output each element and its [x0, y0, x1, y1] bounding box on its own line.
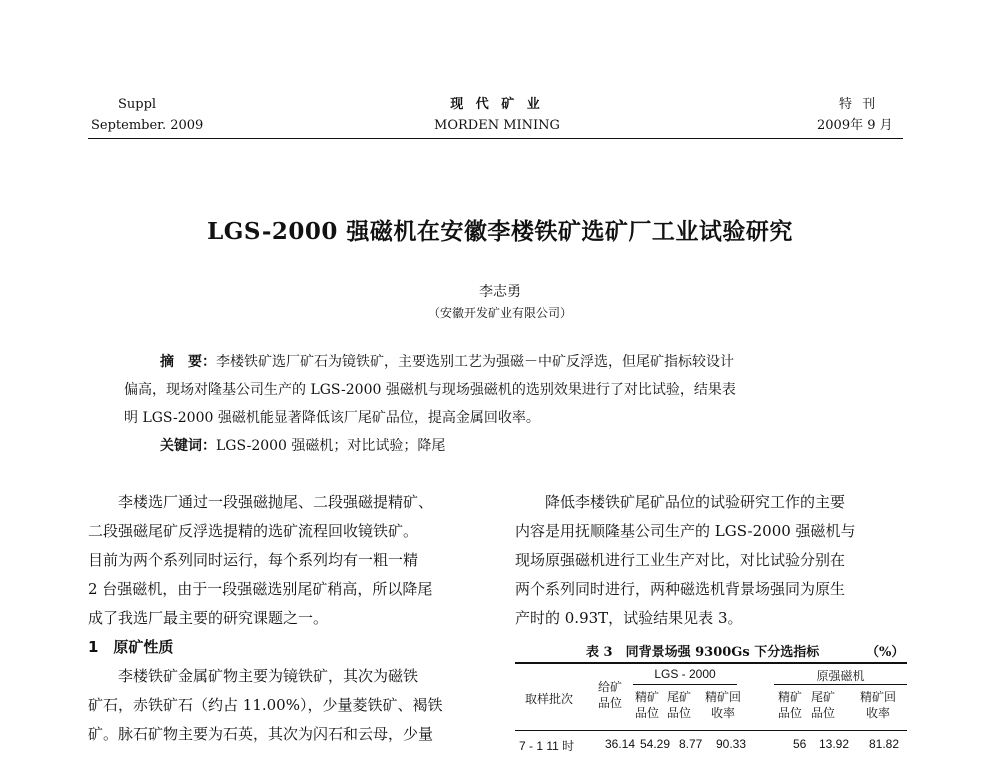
left-para1-line1: 李楼选厂通过一段强磁抛尾、二段强磁提精矿、 [118, 493, 434, 511]
header-special-issue: 特 刊 [839, 97, 879, 112]
left-para2-line3: 矿。脉石矿物主要为石英，其次为闪石和云母，少量 [88, 725, 434, 743]
header-date-cn: 2009年 9 月 [817, 118, 893, 133]
table3-header-rule [515, 730, 907, 731]
header-rule [88, 138, 903, 139]
table3-cell-rec1: 90.33 [716, 737, 747, 751]
table3-cell-tail2: 13.92 [819, 737, 850, 751]
keywords-text: LGS-2000 强磁机；对比试验；降尾 [216, 438, 446, 454]
table3-group-original: 原强磁机 [816, 669, 865, 683]
left-para1-line5: 成了我选厂最主要的研究课题之一。 [88, 609, 329, 627]
table3-cell-conc2: 56 [793, 737, 807, 751]
table3-cell-feed: 36.14 [605, 737, 636, 751]
section-heading-1: 1 原矿性质 [88, 638, 174, 656]
right-para-line1: 降低李楼铁矿尾矿品位的试验研究工作的主要 [545, 493, 846, 511]
right-para-line2: 内容是用抚顺隆基公司生产的 LGS-2000 强磁机与 [515, 522, 856, 540]
table3-sub-tail-1: 尾矿品位 [667, 690, 692, 720]
table3-caption: 表 3 同背景场强 9300Gs 下分选指标 [586, 645, 820, 660]
table3-sub-conc-2: 精矿品位 [778, 690, 803, 720]
table3-group1-rule [633, 684, 737, 685]
table3-col-feed: 给矿品位 [598, 680, 623, 710]
left-para1-line4: 2 台强磁机，由于一段强磁选别尾矿稍高，所以降尾 [88, 580, 433, 598]
table3-cell-conc1: 54.29 [640, 737, 671, 751]
right-para-line3: 现场原强磁机进行工业生产对比，对比试验分别在 [515, 551, 846, 569]
table3-col-batch: 取样批次 [525, 692, 574, 706]
abstract-line-3: 明 LGS-2000 强磁机能显著降低该厂尾矿品位，提高金属回收率。 [124, 410, 540, 426]
author-affiliation: （安徽开发矿业有限公司） [427, 306, 572, 320]
abstract-line-2: 偏高，现场对隆基公司生产的 LGS-2000 强磁机与现场强磁机的选别效果进行了对比试验，结果表 [124, 382, 736, 398]
left-para2-line2: 矿石，赤铁矿石（约占 11.00%），少量菱铁矿、褐铁 [88, 696, 443, 714]
table3-group-lgs: LGS - 2000 [654, 667, 716, 681]
header-suppl: Suppl [118, 97, 157, 112]
table3-unit: （%） [866, 645, 905, 660]
journal-name-cn: 现 代 矿 业 [450, 97, 544, 112]
author-name: 李志勇 [479, 284, 521, 300]
article-title: LGS-2000 强磁机在安徽李楼铁矿选矿厂工业试验研究 [207, 218, 793, 245]
journal-name-en: MORDEN MINING [434, 118, 560, 133]
header-date-en: September. 2009 [91, 118, 204, 133]
abstract-text-1: 李楼铁矿选厂矿石为镜铁矿，主要选别工艺为强磁－中矿反浮选，但尾矿指标较设计 [216, 354, 734, 370]
table3-cell-tail1: 8.77 [679, 737, 703, 751]
right-para-line4: 两个系列同时进行，两种磁选机背景场强同为原生 [515, 580, 846, 598]
table3-sub-rec-1: 精矿回收率 [705, 690, 742, 720]
left-para1-line3: 目前为两个系列同时运行，每个系列均有一粗一精 [88, 551, 419, 569]
left-para2-line1: 李楼铁矿金属矿物主要为镜铁矿，其次为磁铁 [118, 667, 419, 685]
table3-cell-rec2: 81.82 [869, 737, 900, 751]
table3-sub-conc-1: 精矿品位 [635, 690, 660, 720]
table3-cell-batch: 7 - 1 11 时 [519, 739, 575, 753]
abstract-line-1 [160, 348, 900, 376]
table3-sub-tail-2: 尾矿品位 [811, 690, 836, 720]
left-para1-line2: 二段强磁尾矿反浮选提精的选矿流程回收镜铁矿。 [88, 522, 419, 540]
left-column [88, 488, 483, 749]
right-column [515, 488, 907, 633]
table3-top-rule [515, 662, 907, 664]
table3-sub-rec-2: 精矿回收率 [860, 690, 897, 720]
right-para-line5: 产时的 0.93T，试验结果见表 3。 [515, 609, 743, 627]
keywords-label: 关键词： [160, 438, 216, 454]
abstract-label: 摘 要： [160, 354, 216, 370]
keywords-line [160, 432, 445, 460]
table3-group2-rule [774, 684, 907, 685]
